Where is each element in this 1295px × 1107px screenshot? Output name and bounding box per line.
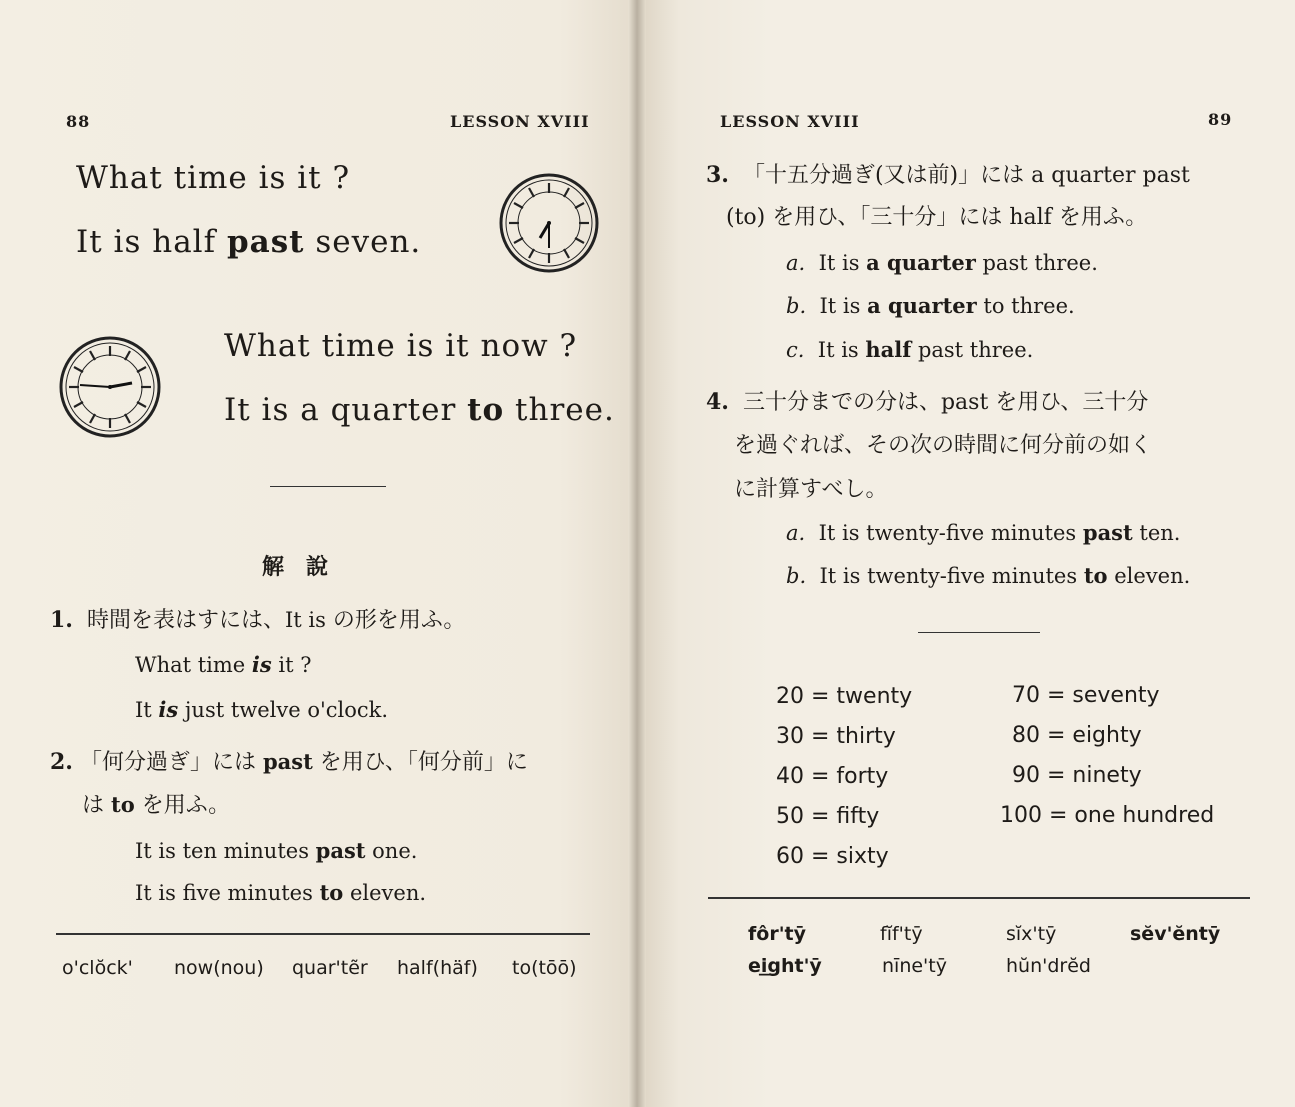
number-one-hundred: 100 = one hundred	[1000, 803, 1215, 828]
page-number: 88	[66, 112, 91, 131]
running-head: LESSON XVIII	[450, 112, 590, 131]
note-4-line-3: に計算すべし。	[734, 477, 888, 502]
note-4-line-1: 4. 三十分までの分は、past を用ひ、三十分	[706, 389, 1149, 415]
divider	[918, 632, 1040, 633]
pronunciation-forty: fôr'tȳ	[748, 923, 806, 945]
left-page	[0, 0, 636, 1107]
answer-1: It is half past seven.	[76, 224, 422, 260]
footnote-rule	[56, 933, 590, 935]
page-number: 89	[1208, 110, 1233, 129]
pronunciation-seventy: sĕv'ĕntȳ	[1130, 923, 1221, 945]
note-1: 1. 時間を表はすには、It is の形を用ふ。	[50, 607, 466, 633]
clock-half-past-seven-icon	[498, 172, 600, 274]
pronunciation-hundred: hŭn'drĕd	[1006, 955, 1091, 977]
footnote-rule	[708, 897, 1250, 899]
number-thirty: 30 = thirty	[776, 724, 896, 749]
pronunciation-fifty: fĭf'tȳ	[880, 923, 923, 945]
note-1-example-2: It is just twelve o'clock.	[135, 697, 389, 722]
note-2-line-1: 2. 「何分過ぎ」には past を用ひ、「何分前」に	[50, 749, 528, 775]
pronunciation-half: half(häf)	[397, 957, 478, 979]
pronunciation-now: now(nou)	[174, 957, 264, 979]
pronunciation-to: to(tōō)	[512, 957, 577, 979]
pronunciation-eighty: ei͟ght'ȳ	[748, 955, 822, 977]
note-3-example-b: b. It is a quarter to three.	[786, 293, 1075, 318]
clock-quarter-to-three-icon	[58, 335, 162, 439]
number-fifty: 50 = fifty	[776, 804, 880, 829]
note-2-line-2: は to を用ふ。	[82, 792, 231, 818]
number-seventy: 70 = seventy	[1012, 683, 1160, 708]
book-gutter	[628, 0, 646, 1107]
note-4-example-a: a. It is twenty-five minutes past ten.	[786, 520, 1181, 545]
divider	[270, 486, 386, 487]
pronunciation-oclock: o'clŏck'	[62, 957, 133, 979]
section-title: 解 說	[262, 554, 329, 580]
note-4-example-b: b. It is twenty-five minutes to eleven.	[786, 563, 1191, 588]
pronunciation-sixty: sĭx'tȳ	[1006, 923, 1057, 945]
right-page	[640, 0, 1295, 1107]
pronunciation-ninety: nīne'tȳ	[882, 955, 947, 977]
number-ninety: 90 = ninety	[1012, 763, 1142, 788]
running-head: LESSON XVIII	[720, 112, 860, 131]
note-2-example-2: It is five minutes to eleven.	[135, 880, 427, 905]
number-forty: 40 = forty	[776, 764, 889, 789]
note-4-line-2: を過ぐれば、その次の時間に何分前の如く	[734, 433, 1153, 458]
number-twenty: 20 = twenty	[776, 684, 913, 709]
pronunciation-quarter: quar'tẽr	[292, 957, 368, 979]
number-eighty: 80 = eighty	[1012, 723, 1142, 748]
question-1: What time is it ?	[76, 160, 351, 196]
note-3-line-2: (to) を用ひ、「三十分」には half を用ふ。	[726, 205, 1148, 230]
answer-2: It is a quarter to three.	[224, 392, 615, 428]
note-1-example-1: What time is it ?	[135, 652, 312, 677]
question-2: What time is it now ?	[224, 328, 578, 364]
note-3-example-c: c. It is half past three.	[786, 337, 1034, 362]
note-3-example-a: a. It is a quarter past three.	[786, 250, 1098, 275]
number-sixty: 60 = sixty	[776, 844, 889, 869]
note-2-example-1: It is ten minutes past one.	[135, 838, 418, 863]
note-3-line-1: 3. 「十五分過ぎ(又は前)」には a quarter past	[706, 162, 1190, 188]
